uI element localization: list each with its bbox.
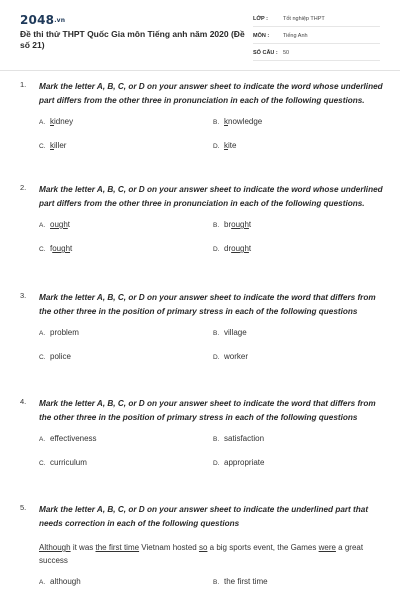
meta-value: 50 bbox=[283, 50, 290, 56]
answer-option[interactable] bbox=[213, 434, 387, 446]
option-letter: D. bbox=[213, 143, 220, 150]
answer-options bbox=[39, 117, 385, 153]
exam-title: Đề thi thử THPT Quốc Gia môn Tiếng anh năm 2020 (Đề số 21) bbox=[20, 29, 245, 50]
option-letter: C. bbox=[39, 246, 46, 253]
meta-row-class bbox=[253, 12, 380, 27]
question-number: 2. bbox=[20, 183, 27, 192]
option-underlined-part: ough bbox=[52, 244, 71, 253]
option-text-part: effectiveness bbox=[50, 434, 97, 443]
option-text-part: village bbox=[224, 328, 247, 337]
meta-row-subject bbox=[253, 29, 380, 44]
answer-option[interactable] bbox=[213, 117, 387, 129]
underlined-part: the first time bbox=[95, 543, 140, 552]
answer-option[interactable] bbox=[39, 352, 213, 364]
option-underlined-part: k bbox=[50, 141, 54, 150]
option-text bbox=[224, 434, 264, 443]
option-text-part: problem bbox=[50, 328, 79, 337]
option-letter: C. bbox=[39, 460, 46, 467]
answer-option[interactable] bbox=[213, 458, 387, 470]
question-prompt: Mark the letter A, B, C, or D on your answer sheet to indicate the underlined part that needs correction in each of the following questions bbox=[39, 505, 369, 528]
answer-option[interactable] bbox=[213, 577, 387, 589]
option-text-part: idney bbox=[54, 117, 74, 126]
answer-option[interactable] bbox=[213, 220, 387, 232]
option-text-part: worker bbox=[224, 352, 249, 361]
answer-option[interactable] bbox=[39, 141, 213, 153]
option-text bbox=[50, 434, 97, 443]
option-text-part: f bbox=[50, 244, 53, 253]
option-letter: B. bbox=[213, 436, 220, 443]
answer-option[interactable] bbox=[39, 220, 213, 232]
question-2 bbox=[20, 183, 385, 256]
site-logo[interactable] bbox=[20, 13, 65, 27]
option-text-part: appropriate bbox=[224, 458, 265, 467]
meta-label: LỚP : bbox=[253, 16, 268, 22]
option-letter: A. bbox=[39, 222, 46, 229]
answer-option[interactable] bbox=[213, 244, 387, 256]
option-text bbox=[224, 328, 247, 337]
option-letter: B. bbox=[213, 119, 220, 126]
option-text-part: curriculum bbox=[50, 458, 87, 467]
option-text bbox=[50, 577, 81, 586]
meta-label: MÔN : bbox=[253, 33, 270, 39]
option-text-part: t bbox=[67, 220, 71, 229]
option-text-part: t bbox=[248, 244, 252, 253]
option-underlined-part: k bbox=[224, 141, 228, 150]
question-prompt: Mark the letter A, B, C, or D on your answer sheet to indicate the word that differs from the other three in the position of primary stress in each of the following questions bbox=[39, 399, 376, 422]
meta-value: Tiếng Anh bbox=[283, 33, 308, 39]
option-underlined-part: ough bbox=[231, 244, 249, 253]
question-1 bbox=[20, 80, 385, 153]
option-text-part: t bbox=[248, 220, 252, 229]
option-text-part: br bbox=[224, 220, 232, 229]
question-4 bbox=[20, 397, 385, 470]
option-text-part: satisfaction bbox=[224, 434, 265, 443]
sentence-text: it was bbox=[70, 543, 96, 552]
option-text bbox=[224, 352, 248, 361]
option-text bbox=[224, 458, 264, 467]
meta-label: SỐ CÂU : bbox=[253, 50, 278, 56]
sentence-text: a big sports event, the Games bbox=[207, 543, 319, 552]
answer-option[interactable] bbox=[39, 117, 213, 129]
meta-row-question-count bbox=[253, 46, 380, 61]
option-underlined-part: ough bbox=[50, 220, 68, 229]
question-3 bbox=[20, 291, 385, 364]
question-number: 3. bbox=[20, 291, 27, 300]
option-text bbox=[224, 141, 236, 150]
underlined-part: so bbox=[198, 543, 208, 552]
option-letter: C. bbox=[39, 143, 46, 150]
answer-option[interactable] bbox=[213, 352, 387, 364]
option-text bbox=[224, 244, 251, 253]
option-text-part: dr bbox=[224, 244, 232, 253]
answer-options bbox=[39, 434, 385, 470]
answer-options bbox=[39, 577, 385, 589]
option-text bbox=[224, 577, 268, 586]
option-text-part: although bbox=[50, 577, 81, 586]
option-text bbox=[224, 220, 251, 229]
logo-suffix: .vn bbox=[54, 17, 66, 24]
question-sentence bbox=[39, 542, 385, 567]
question-number: 1. bbox=[20, 80, 27, 89]
option-text-part: ite bbox=[228, 141, 237, 150]
answer-options bbox=[39, 328, 385, 364]
option-letter: B. bbox=[213, 222, 220, 229]
option-letter: D. bbox=[213, 246, 220, 253]
option-text bbox=[50, 141, 66, 150]
sentence-text: a great success bbox=[39, 543, 364, 565]
sentence-text: Vietnam hosted bbox=[139, 543, 199, 552]
option-text-part: iller bbox=[54, 141, 67, 150]
meta-value: Tốt nghiệp THPT bbox=[283, 16, 325, 22]
option-letter: D. bbox=[213, 460, 220, 467]
option-text-part: nowledge bbox=[228, 117, 263, 126]
option-text-part: t bbox=[70, 244, 73, 253]
option-text bbox=[50, 220, 70, 229]
answer-option[interactable] bbox=[39, 244, 213, 256]
option-underlined-part: k bbox=[50, 117, 54, 126]
option-text bbox=[224, 117, 262, 126]
logo-text: 2048 bbox=[20, 13, 55, 27]
option-text bbox=[50, 117, 73, 126]
answer-option[interactable] bbox=[39, 458, 213, 470]
option-text bbox=[50, 244, 72, 253]
option-letter: D. bbox=[213, 354, 220, 361]
answer-option[interactable] bbox=[213, 141, 387, 153]
question-prompt: Mark the letter A, B, C, or D on your answer sheet to indicate the word whose underlined part differs from the other three in pronunciation in each of the following questions. bbox=[39, 82, 383, 105]
option-text-part: police bbox=[50, 352, 71, 361]
option-letter: B. bbox=[213, 330, 220, 337]
answer-option[interactable] bbox=[39, 434, 213, 446]
answer-option[interactable] bbox=[213, 328, 387, 340]
option-letter: A. bbox=[39, 436, 46, 443]
question-5 bbox=[20, 503, 385, 589]
question-prompt: Mark the letter A, B, C, or D on your answer sheet to indicate the word whose underlined part differs from the other three in pronunciation in each of the following questions. bbox=[39, 185, 383, 208]
question-number: 4. bbox=[20, 397, 27, 406]
question-number: 5. bbox=[20, 503, 27, 512]
page-header bbox=[0, 0, 400, 70]
header-divider bbox=[0, 70, 400, 71]
option-underlined-part: k bbox=[224, 117, 228, 126]
option-letter: B. bbox=[213, 579, 220, 586]
option-underlined-part: ough bbox=[231, 220, 249, 229]
underlined-part: Although bbox=[39, 543, 71, 552]
option-letter: A. bbox=[39, 119, 46, 126]
answer-options bbox=[39, 220, 385, 256]
option-text-part: the first time bbox=[224, 577, 268, 586]
option-letter: C. bbox=[39, 354, 46, 361]
answer-option[interactable] bbox=[39, 577, 213, 589]
option-text bbox=[50, 352, 71, 361]
option-text bbox=[50, 458, 87, 467]
option-letter: A. bbox=[39, 330, 46, 337]
option-text bbox=[50, 328, 79, 337]
underlined-part: were bbox=[318, 543, 336, 552]
answer-option[interactable] bbox=[39, 328, 213, 340]
question-prompt: Mark the letter A, B, C, or D on your answer sheet to indicate the word that differs from the other three in the position of primary stress in each of the following questions bbox=[39, 293, 376, 316]
option-letter: A. bbox=[39, 579, 46, 586]
exam-meta bbox=[253, 12, 380, 63]
